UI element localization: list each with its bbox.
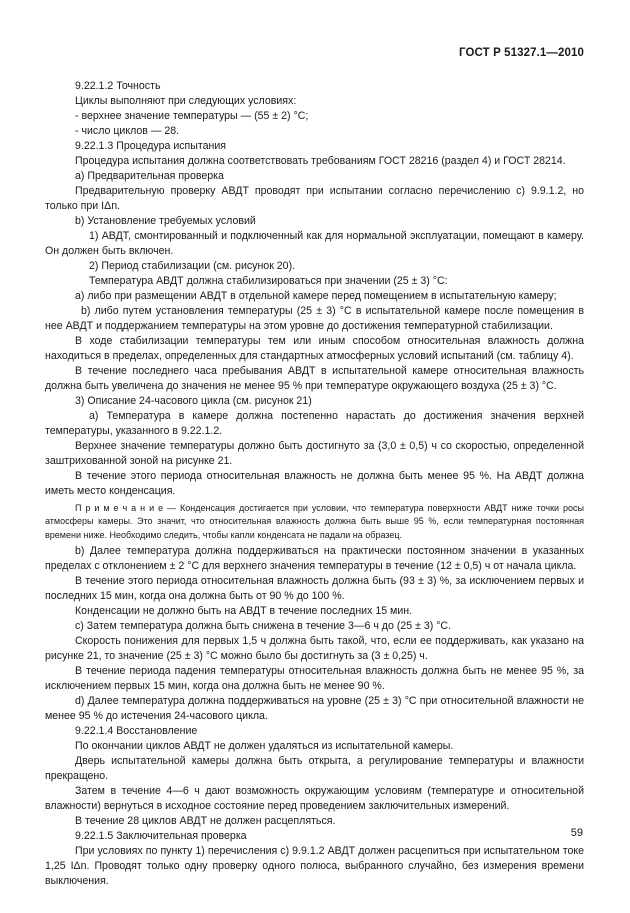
section-heading: 9.22.1.4 Восстановление xyxy=(75,724,198,737)
paragraph: b) либо путем установления температуры (25 ± 3) °С в испытательной камере после помещения в нее АВДТ и поддержанием температуры на этом уровне до достижения температурной стабилизации. xyxy=(45,305,584,332)
list-item: - число циклов — 28. xyxy=(75,125,180,137)
list-item: - верхнее значение температуры — (55 ± 2) °С; xyxy=(75,110,309,122)
document-body xyxy=(45,79,584,889)
note: П р и м е ч а н и е — Конденсация достигается при условии, что температура поверхности АВДТ ниже точки росы атмосферы камеры. Это значит, что относительная влажность должна быть выше 95 %, если температурная постоянная времени ниже. Необходимо следить, чтобы капли конденсата не падали на образец. xyxy=(45,503,584,540)
paragraph: В течение последнего часа пребывания АВДТ в испытательной камере относительная влажность должна быть увеличена до значения не менее 95 % при температуре окружающего воздуха (25 ± 3) °С. xyxy=(45,365,584,392)
paragraph: 3) Описание 24-часового цикла (см. рисунок 21) xyxy=(75,395,312,407)
paragraph: b) Далее температура должна поддерживаться на практически постоянном значении в указанных пределах с отклонением ± 2 °С для верхнего значения температуры в течение (12 ± 0,5) ч от начала цикла. xyxy=(45,544,584,572)
paragraph: Дверь испытательной камеры должна быть открыта, а регулирование температуры и влажности прекращено. xyxy=(45,754,584,782)
paragraph: 2) Период стабилизации (см. рисунок 20). xyxy=(89,260,296,272)
paragraph: а) Температура в камере должна постепенно нарастать до достижения значения верхней температуры, указанного в 9.22.1.2. xyxy=(45,410,584,437)
paragraph: Верхнее значение температуры должно быть достигнуто за (3,0 ± 0,5) ч со скоростью, определенной заштрихованной зоной на рисунке 21. xyxy=(45,440,584,467)
paragraph: 1) АВДТ, смонтированный и подключенный как для нормальной эксплуатации, помещают в камеру. Он должен быть включен. xyxy=(45,230,584,257)
paragraph: В ходе стабилизации температуры тем или иным способом относительная влажность должна находиться в пределах, определенных для стандартных атмосферных условий испытаний (см. таблицу 4). xyxy=(45,335,584,362)
section-heading: 9.22.1.3 Процедура испытания xyxy=(75,140,227,152)
paragraph: Процедура испытания должна соответствовать требованиям ГОСТ 28216 (раздел 4) и ГОСТ 28214. xyxy=(75,155,566,167)
page-number: 59 xyxy=(570,827,583,839)
paragraph: По окончании циклов АВДТ не должен удаляться из испытательной камеры. xyxy=(75,739,454,752)
section-heading: 9.22.1.2 Точность xyxy=(75,80,161,92)
page-header: ГОСТ Р 51327.1—2010 xyxy=(459,47,584,59)
paragraph: В течение 28 циклов АВДТ не должен расцепляться. xyxy=(75,814,336,827)
paragraph: При условиях по пункту 1) перечисления с) 9.9.1.2 АВДТ должен расцепиться при испытательном токе 1,25 IΔn. Проводят только одну проверку одного полюса, выбранного случайно, без измерения времени выключения. xyxy=(45,844,584,887)
paragraph: d) Далее температура должна поддерживаться на уровне (25 ± 3) °С при относительной влажности не менее 95 % до истечения 24-часового цикла. xyxy=(45,694,584,722)
paragraph: Температура АВДТ должна стабилизироваться при значении (25 ± 3) °С: xyxy=(89,275,448,287)
paragraph: с) Затем температура должна быть снижена в течение 3—6 ч до (25 ± 3) °С. xyxy=(75,619,452,632)
paragraph: Скорость понижения для первых 1,5 ч должна быть такой, что, если ее поддерживать, как указано на рисунке 21, то значение (25 ± 3) °С можно было бы достигнуть за (3 ± 0,25) ч. xyxy=(45,634,584,662)
paragraph: Конденсации не должно быть на АВДТ в течение последних 15 мин. xyxy=(75,604,413,617)
paragraph: b) Установление требуемых условий xyxy=(75,215,256,227)
paragraph: Затем в течение 4—6 ч дают возможность окружающим условиям (температуре и относительной влажности) вернуться в исходное состояние перед проведением заключительных измерений. xyxy=(45,784,584,812)
paragraph: В течение этого периода относительная влажность должна быть (93 ± 3) %, за исключением первых и последних 15 мин, когда она должна быть от 90 % до 100 %. xyxy=(45,574,584,602)
paragraph: а) Предварительная проверка xyxy=(75,170,224,182)
section-heading: 9.22.1.5 Заключительная проверка xyxy=(75,829,247,842)
paragraph: Предварительную проверку АВДТ проводят при испытании согласно перечислению с) 9.9.1.2, но только при IΔn. xyxy=(45,185,584,212)
paragraph: В течение периода падения температуры относительная влажность должна быть не менее 95 %, за исключением первых 15 мин, когда она должна быть не менее 90 %. xyxy=(45,664,584,692)
paragraph: а) либо при размещении АВДТ в отдельной камере перед помещением в испытательную камеру; xyxy=(75,290,557,302)
paragraph: В течение этого периода относительная влажность не должна быть менее 95 %. На АВДТ должна иметь место конденсация. xyxy=(45,470,584,497)
paragraph: Циклы выполняют при следующих условиях: xyxy=(75,95,297,107)
